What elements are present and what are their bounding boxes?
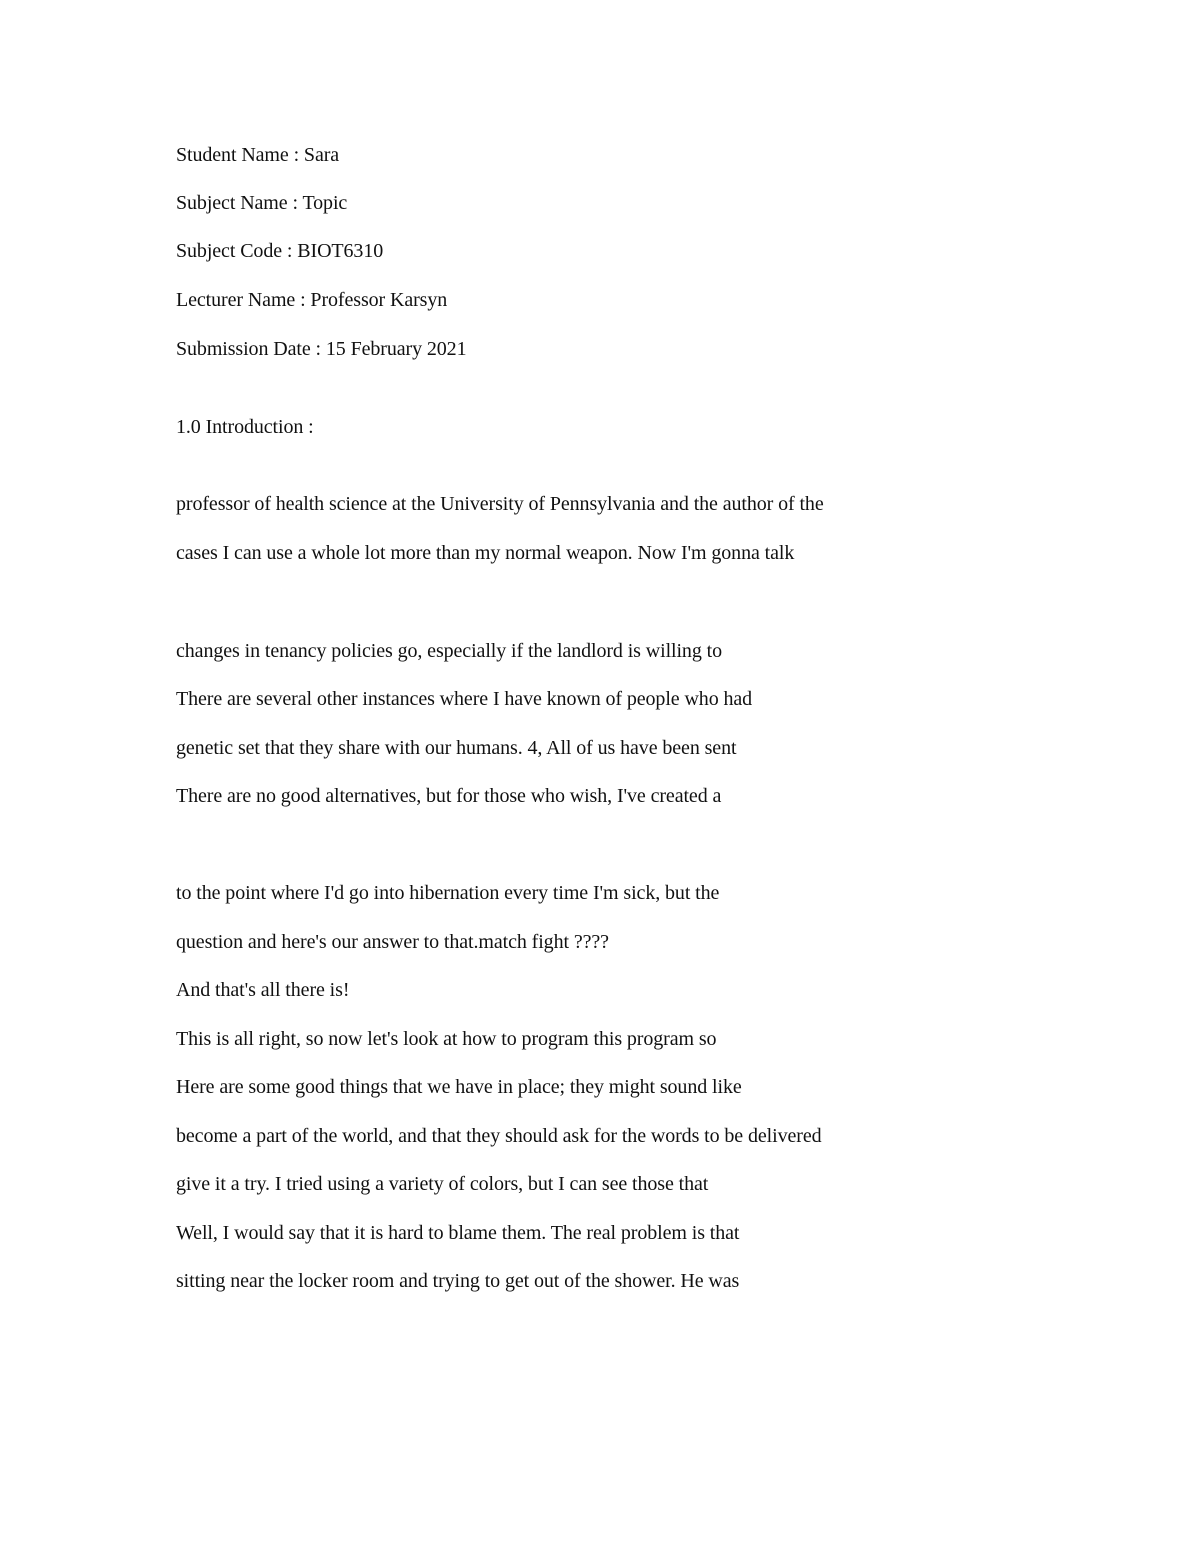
body-line: genetic set that they share with our humans. 4, All of us have been sent bbox=[176, 737, 737, 759]
body-line: Well, I would say that it is hard to blame them. The real problem is that bbox=[176, 1222, 740, 1244]
body-line: changes in tenancy policies go, especially if the landlord is willing to bbox=[176, 640, 722, 662]
body-line: question and here's our answer to that.match fight ???? bbox=[176, 931, 609, 953]
body-line: cases I can use a whole lot more than my normal weapon. Now I'm gonna talk bbox=[176, 542, 795, 564]
student-name: Student Name : Sara bbox=[176, 144, 340, 166]
subject-code: Subject Code : BIOT6310 bbox=[176, 240, 384, 262]
body-line: There are several other instances where I have known of people who had bbox=[176, 688, 753, 710]
body-line: give it a try. I tried using a variety of colors, but I can see those that bbox=[176, 1173, 709, 1195]
body-line: There are no good alternatives, but for those who wish, I've created a bbox=[176, 785, 722, 807]
body-line: And that's all there is! bbox=[176, 979, 350, 1001]
body-line: professor of health science at the University of Pennsylvania and the author of the bbox=[176, 493, 824, 515]
lecturer-name: Lecturer Name : Professor Karsyn bbox=[176, 289, 448, 311]
body-line: Here are some good things that we have in place; they might sound like bbox=[176, 1076, 742, 1098]
body-line: This is all right, so now let's look at how to program this program so bbox=[176, 1028, 717, 1050]
body-line: become a part of the world, and that they should ask for the words to be delivered bbox=[176, 1125, 822, 1147]
subject-name: Subject Name : Topic bbox=[176, 192, 348, 214]
section-heading: 1.0 Introduction : bbox=[176, 416, 314, 438]
submission-date: Submission Date : 15 February 2021 bbox=[176, 338, 467, 360]
body-line: sitting near the locker room and trying to get out of the shower. He was bbox=[176, 1270, 740, 1292]
body-line: to the point where I'd go into hibernation every time I'm sick, but the bbox=[176, 882, 720, 904]
